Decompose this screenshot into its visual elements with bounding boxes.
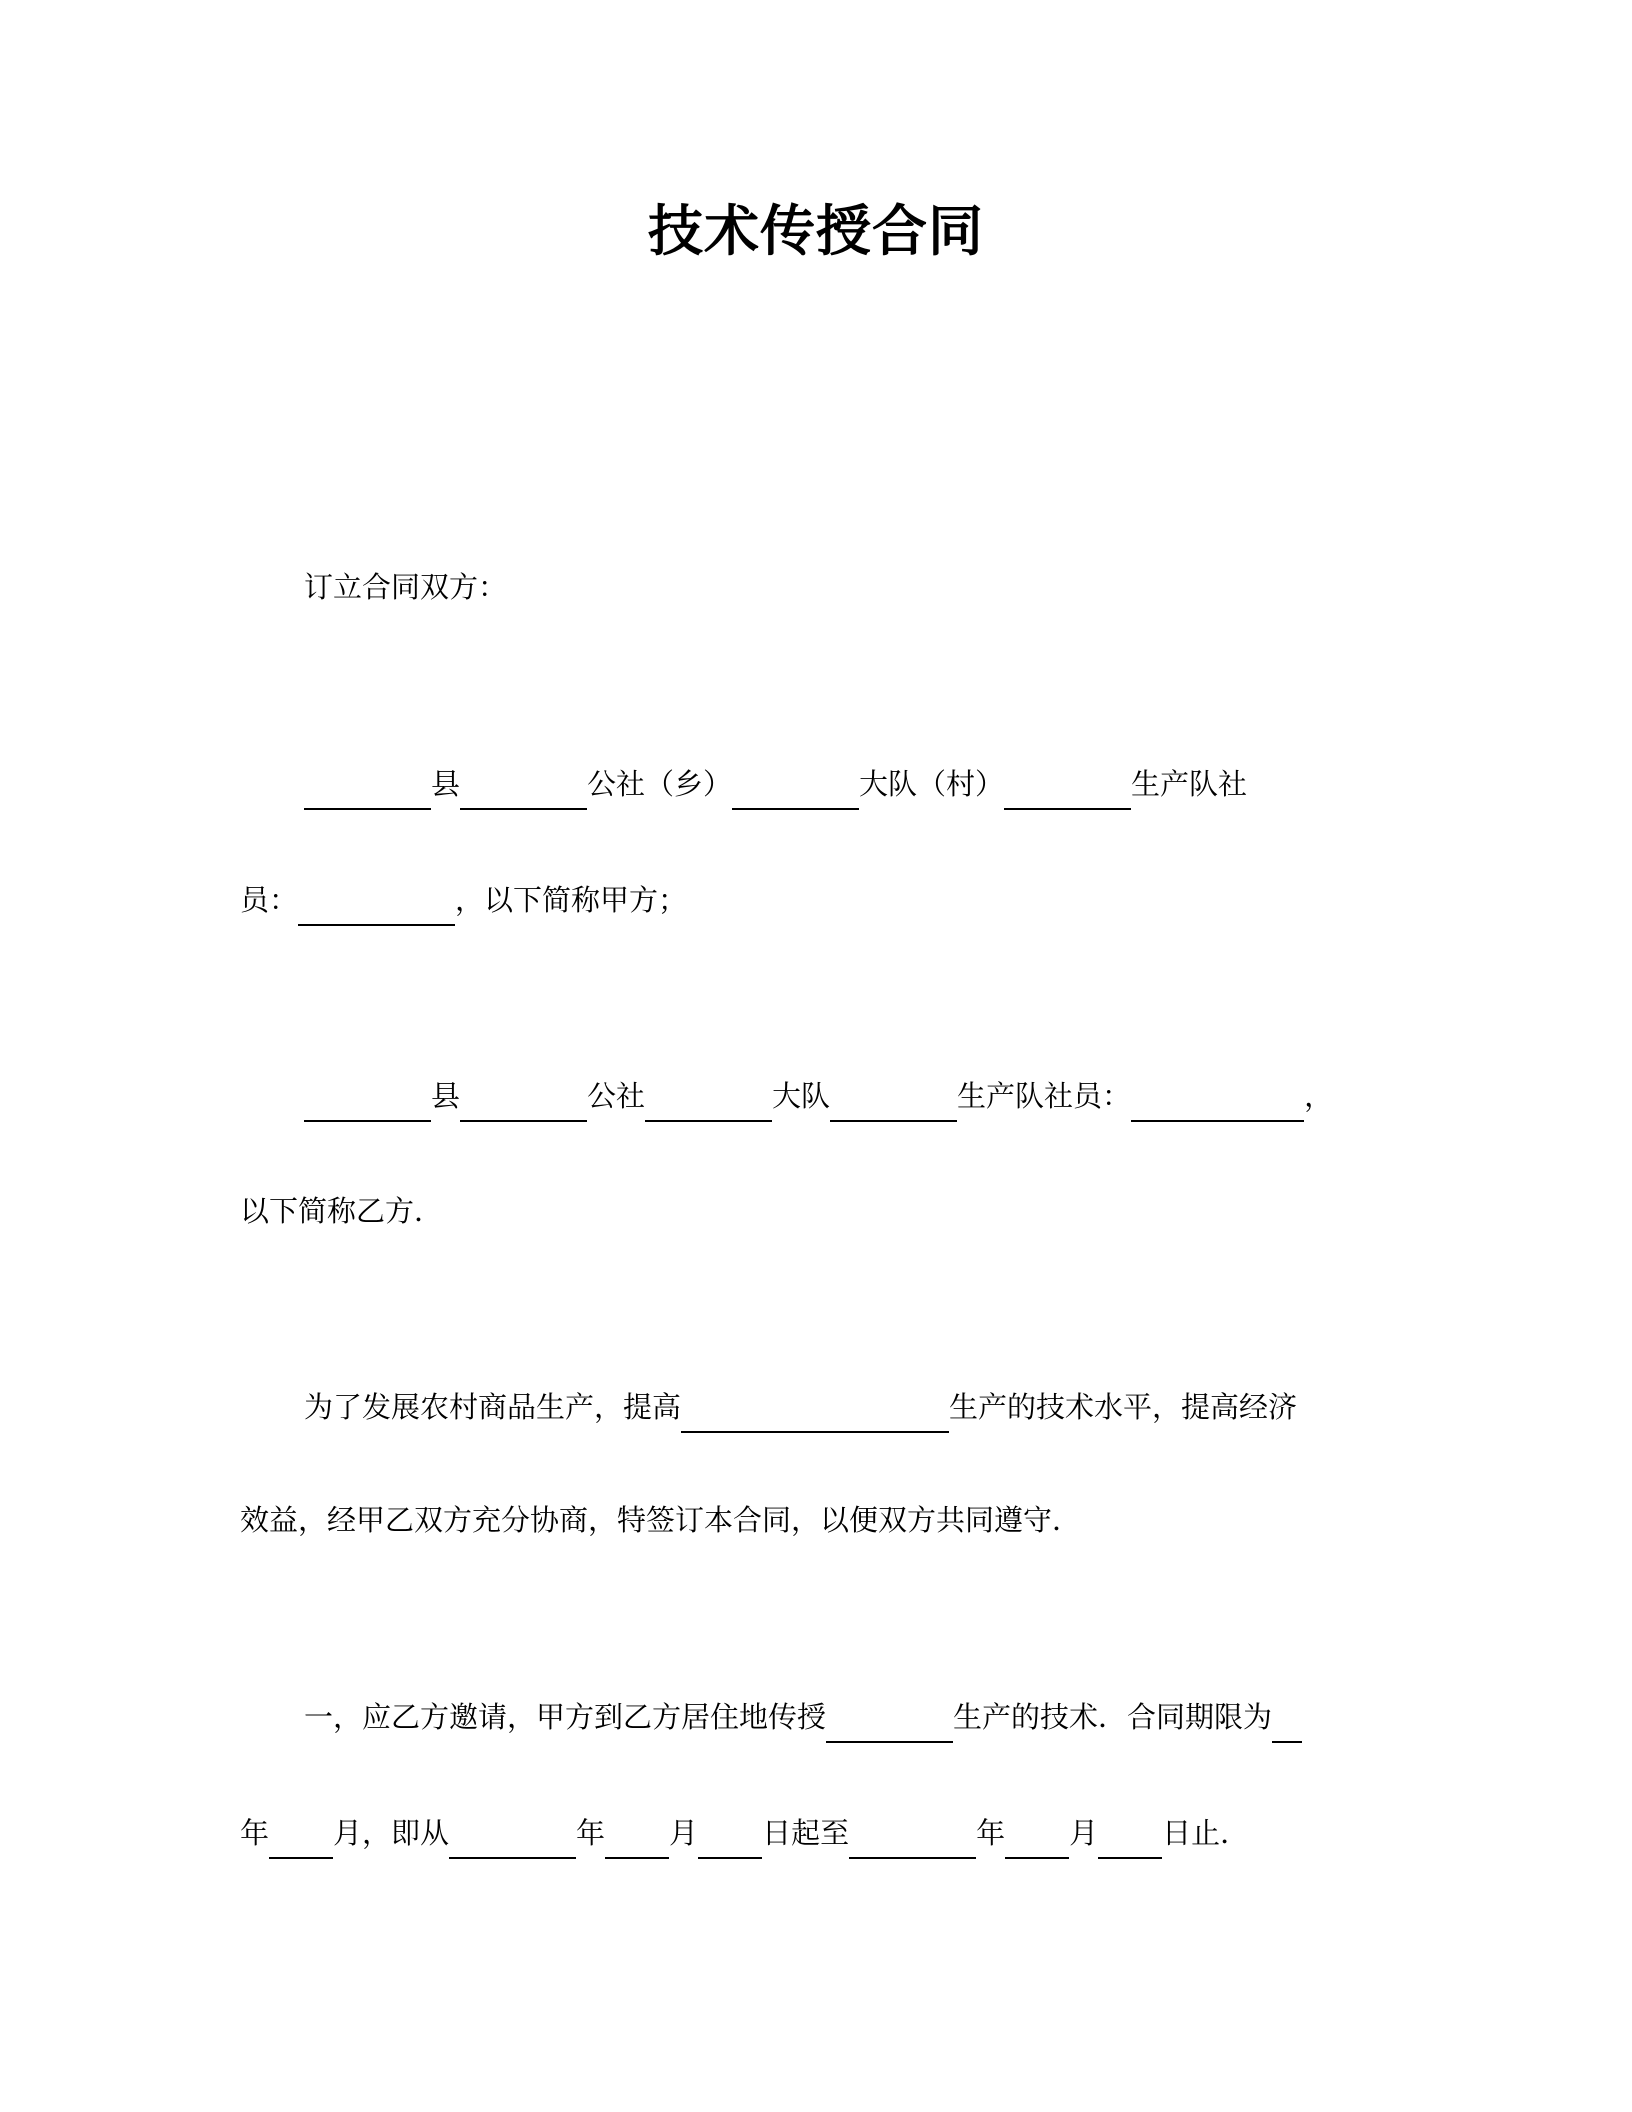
party-b-line1 [304, 1076, 1333, 1116]
text-segment: 效益，经甲乙双方充分协商，特签订本合同，以便双方共同遵守． [240, 1503, 1082, 1537]
purpose-line1 [304, 1387, 1297, 1427]
fill-in-blank[interactable] [298, 888, 455, 926]
fill-in-blank[interactable] [1098, 1821, 1162, 1859]
party-a-line2 [240, 880, 687, 920]
text-segment: ， [1304, 1079, 1334, 1113]
text-segment: 一，应乙方邀请，甲方到乙方居住地传授 [304, 1700, 827, 1734]
text-segment: 大队（村） [859, 767, 1005, 801]
fill-in-blank[interactable] [449, 1821, 576, 1859]
text-segment: 大队 [772, 1079, 831, 1113]
text-segment: 生产队社员： [957, 1079, 1132, 1113]
text-segment: ，以下简称甲方； [455, 883, 688, 917]
text-segment: 以下简称乙方． [240, 1194, 444, 1228]
clause1-line2 [240, 1813, 1249, 1853]
fill-in-blank[interactable] [645, 1084, 772, 1122]
fill-in-blank[interactable] [849, 1821, 976, 1859]
party-b-line2 [240, 1191, 443, 1231]
parties-heading [304, 567, 507, 607]
fill-in-blank[interactable] [605, 1821, 669, 1859]
text-segment: 月 [669, 1816, 699, 1850]
text-segment: 年 [240, 1816, 270, 1850]
text-segment: 日止． [1162, 1816, 1250, 1850]
fill-in-blank[interactable] [1272, 1705, 1302, 1743]
party-a-line1 [304, 764, 1247, 804]
text-segment: 公社（乡） [587, 767, 733, 801]
text-segment: 月 [1069, 1816, 1099, 1850]
fill-in-blank[interactable] [269, 1821, 333, 1859]
document-title: 技术传授合同 [647, 199, 984, 263]
text-segment: 生产队社 [1131, 767, 1248, 801]
text-segment: 员： [240, 883, 299, 917]
text-segment: 订立合同双方： [304, 570, 508, 604]
fill-in-blank[interactable] [304, 1084, 431, 1122]
fill-in-blank[interactable] [1004, 772, 1131, 810]
text-segment: 日起至 [762, 1816, 850, 1850]
text-segment: 生产的技术．合同期限为 [953, 1700, 1273, 1734]
fill-in-blank[interactable] [732, 772, 859, 810]
fill-in-blank[interactable] [830, 1084, 957, 1122]
text-segment: 年 [576, 1816, 606, 1850]
text-segment: 县 [431, 767, 461, 801]
fill-in-blank[interactable] [460, 772, 587, 810]
fill-in-blank[interactable] [304, 772, 431, 810]
fill-in-blank[interactable] [681, 1395, 949, 1433]
fill-in-blank[interactable] [1005, 1821, 1069, 1859]
fill-in-blank[interactable] [1131, 1084, 1304, 1122]
fill-in-blank[interactable] [826, 1705, 953, 1743]
purpose-line2 [240, 1500, 1081, 1540]
text-segment: 公社 [587, 1079, 646, 1113]
text-segment: 为了发展农村商品生产，提高 [304, 1390, 682, 1424]
text-segment: 县 [431, 1079, 461, 1113]
text-segment: 生产的技术水平，提高经济 [949, 1390, 1298, 1424]
fill-in-blank[interactable] [698, 1821, 762, 1859]
clause1-line1 [304, 1697, 1302, 1737]
text-segment: 月，即从 [333, 1816, 450, 1850]
fill-in-blank[interactable] [460, 1084, 587, 1122]
text-segment: 年 [976, 1816, 1006, 1850]
